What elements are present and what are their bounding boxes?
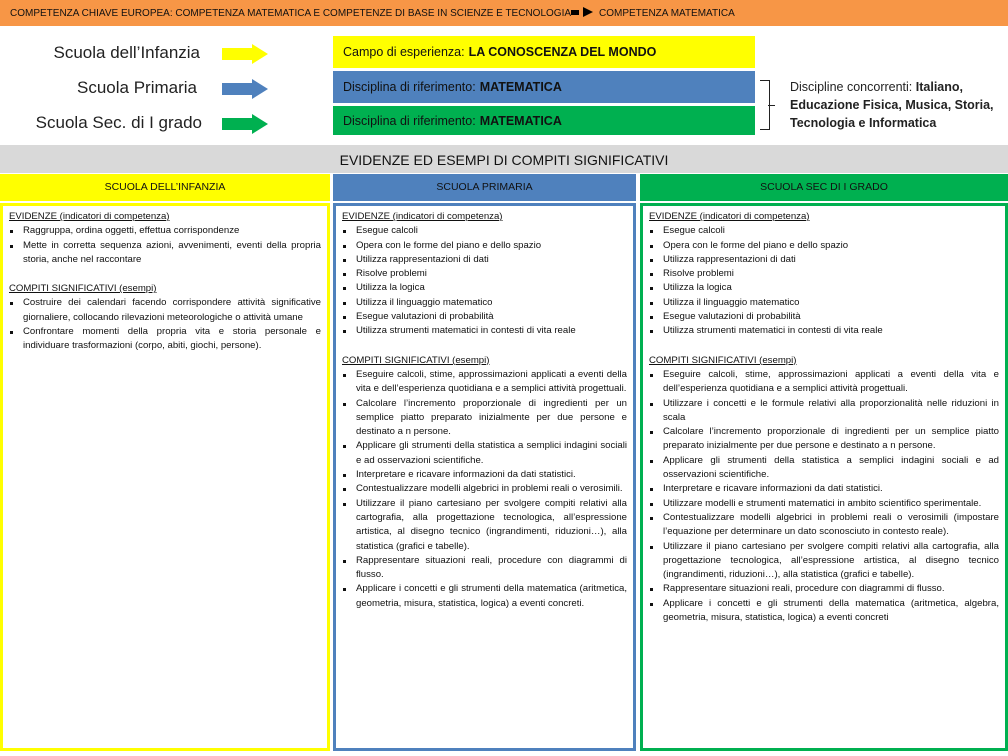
list-item: Esegue valutazioni di probabilità [342,310,627,324]
column-body [640,203,1008,751]
column-body [0,203,330,751]
list-item: Utilizza il linguaggio matematico [342,296,627,310]
list-item: Interpretare e ricavare informazioni da dati statistici. [649,482,999,496]
list-item: Applicare i concetti e gli strumenti della matematica (aritmetica, geometria, misura, statistica, logica) a eventi concreti. [342,582,627,611]
list-item: Confrontare momenti della propria vita e storia personale e individuare trasformazioni (corpo, abiti, giochi, persone). [9,325,321,354]
concorrenti-value: Italiano, Educazione Fisica, Musica, Storia, Tecnologia e Informatica [790,80,994,130]
list-item: Applicare gli strumenti della statistica a semplici indagini sociali e ad osservazioni scientifiche. [649,454,999,483]
list-item: Utilizza strumenti matematici in contesti di vita reale [342,324,627,338]
evidenze-list [342,224,627,338]
section-title: EVIDENZE ED ESEMPI DI COMPITI SIGNIFICATIVI [0,145,1008,173]
list-item: Utilizza la logica [649,281,999,295]
list-item: Calcolare l’incremento proporzionale di ingredienti per un semplice piatto preparato inizialmente per due persone e destinato a n persone. [649,425,999,454]
list-item: Utilizzare il piano cartesiano per svolgere compiti relativi alla cartografia, alla progettazione tecnologica, all’espressione artistica, al disegno tecnico (ingrandimenti, riduzioni…), alla statistica (grafici e tabelle). [342,497,627,554]
discipline-concorrenti [790,78,1005,132]
level-label: Scuola dell’Infanzia [53,43,200,62]
list-item: Rappresentare situazioni reali, procedure con diagrammi di flusso. [342,554,627,583]
arrow-right-icon [571,10,579,15]
list-item: Esegue calcoli [342,224,627,238]
box-value: MATEMATICA [479,80,562,94]
concorrenti-label: Discipline concorrenti: [790,80,913,94]
level-box [333,106,755,135]
arrow-head-icon [583,7,593,17]
list-item: Utilizza il linguaggio matematico [649,296,999,310]
column-header: SCUOLA PRIMARIA [333,174,636,201]
list-item: Contestualizzare modelli algebrici in problemi reali o verosimili. [342,482,627,496]
list-item: Opera con le forme del piano e dello spazio [342,239,627,253]
evidenze-title: EVIDENZE (indicatori di competenza) [9,211,170,222]
list-item: Interpretare e ricavare informazioni da dati statistici. [342,468,627,482]
compiti-title: COMPITI SIGNIFICATIVI (esempi) [9,283,157,295]
list-item: Mette in corretta sequenza azioni, avvenimenti, eventi della propria storia, anche nel raccontare [9,239,321,268]
list-item: Raggruppa, ordina oggetti, effettua corrispondenze [9,224,321,238]
compiti-list [9,296,321,353]
evidenze-list [9,224,321,267]
list-item: Costruire dei calendari facendo corrispondere attività significative giornaliere, collocando rilevazioni meteorologiche o attività umane [9,296,321,325]
header-left: COMPETENZA CHIAVE EUROPEA: COMPETENZA MATEMATICA E COMPETENZE DI BASE IN SCIENZE E TECNOLOGIA [10,8,572,19]
list-item: Utilizzare i concetti e le formule relativi alla proporzionalità nelle riduzioni in scala [649,397,999,426]
list-item: Utilizza rappresentazioni di dati [342,253,627,267]
compiti-title: COMPITI SIGNIFICATIVI (esempi) [342,354,490,366]
list-item: Esegue valutazioni di probabilità [649,310,999,324]
list-item: Utilizza la logica [342,281,627,295]
header-right: COMPETENZA MATEMATICA [599,8,735,19]
evidenze-title: EVIDENZE (indicatori di competenza) [649,211,810,222]
list-item: Risolve problemi [649,267,999,281]
evidenze-title: EVIDENZE (indicatori di competenza) [342,211,503,222]
box-value: LA CONOSCENZA DEL MONDO [468,45,657,59]
level-label: Scuola Sec. di I grado [35,113,202,132]
column-body [333,203,636,751]
box-prefix: Campo di esperienza: [343,45,465,59]
arrow-right-icon [222,79,268,99]
level-box [333,71,755,103]
list-item: Utilizzare modelli e strumenti matematici in ambito scientifico sperimentale. [649,497,999,511]
box-prefix: Disciplina di riferimento: [343,113,476,128]
list-item: Calcolare l’incremento proporzionale di ingredienti per un semplice piatto preparato inizialmente per due persone e destinato a n persone. [342,397,627,440]
list-item: Esegue calcoli [649,224,999,238]
column-header: SCUOLA SEC DI I GRADO [640,174,1008,201]
evidenze-list [649,224,999,338]
list-item: Opera con le forme del piano e dello spazio [649,239,999,253]
header-bar [0,0,1008,26]
list-item: Rappresentare situazioni reali, procedure con diagrammi di flusso. [649,582,999,596]
list-item: Utilizzare il piano cartesiano per svolgere compiti relativi alla cartografia, alla progettazione tecnologica, all’espressione artistica, al disegno tecnico (ingrandimenti, riduzioni…), alla statistica (grafici e tabelle). [649,540,999,583]
compiti-list [649,368,999,625]
level-label: Scuola Primaria [77,78,197,97]
compiti-list [342,368,627,611]
arrow-right-icon [222,114,268,134]
list-item: Eseguire calcoli, stime, approssimazioni applicati a eventi della vita e dell’esperienza quotidiana e a semplici attività progettuali. [342,368,627,397]
level-box [333,36,755,68]
list-item: Risolve problemi [342,267,627,281]
column-header: SCUOLA DELL’INFANZIA [0,174,330,201]
list-item: Utilizza rappresentazioni di dati [649,253,999,267]
list-item: Contestualizzare modelli algebrici in problemi reali o verosimili (impostare l’equazione per determinare un dato sconosciuto in contesto reale). [649,511,999,540]
compiti-title: COMPITI SIGNIFICATIVI (esempi) [649,354,797,366]
arrow-right-icon [222,44,268,64]
box-value: MATEMATICA [479,113,562,128]
bracket-icon [760,80,770,130]
list-item: Applicare gli strumenti della statistica a semplici indagini sociali e ad osservazioni scientifiche. [342,439,627,468]
list-item: Applicare i concetti e gli strumenti della matematica (aritmetica, algebra, geometria, misura, statistica, logica) a eventi concreti [649,597,999,626]
box-prefix: Disciplina di riferimento: [343,80,476,94]
list-item: Eseguire calcoli, stime, approssimazioni applicati a eventi della vita e dell’esperienza quotidiana e a semplici attività progettuali. [649,368,999,397]
list-item: Utilizza strumenti matematici in contesti di vita reale [649,324,999,338]
